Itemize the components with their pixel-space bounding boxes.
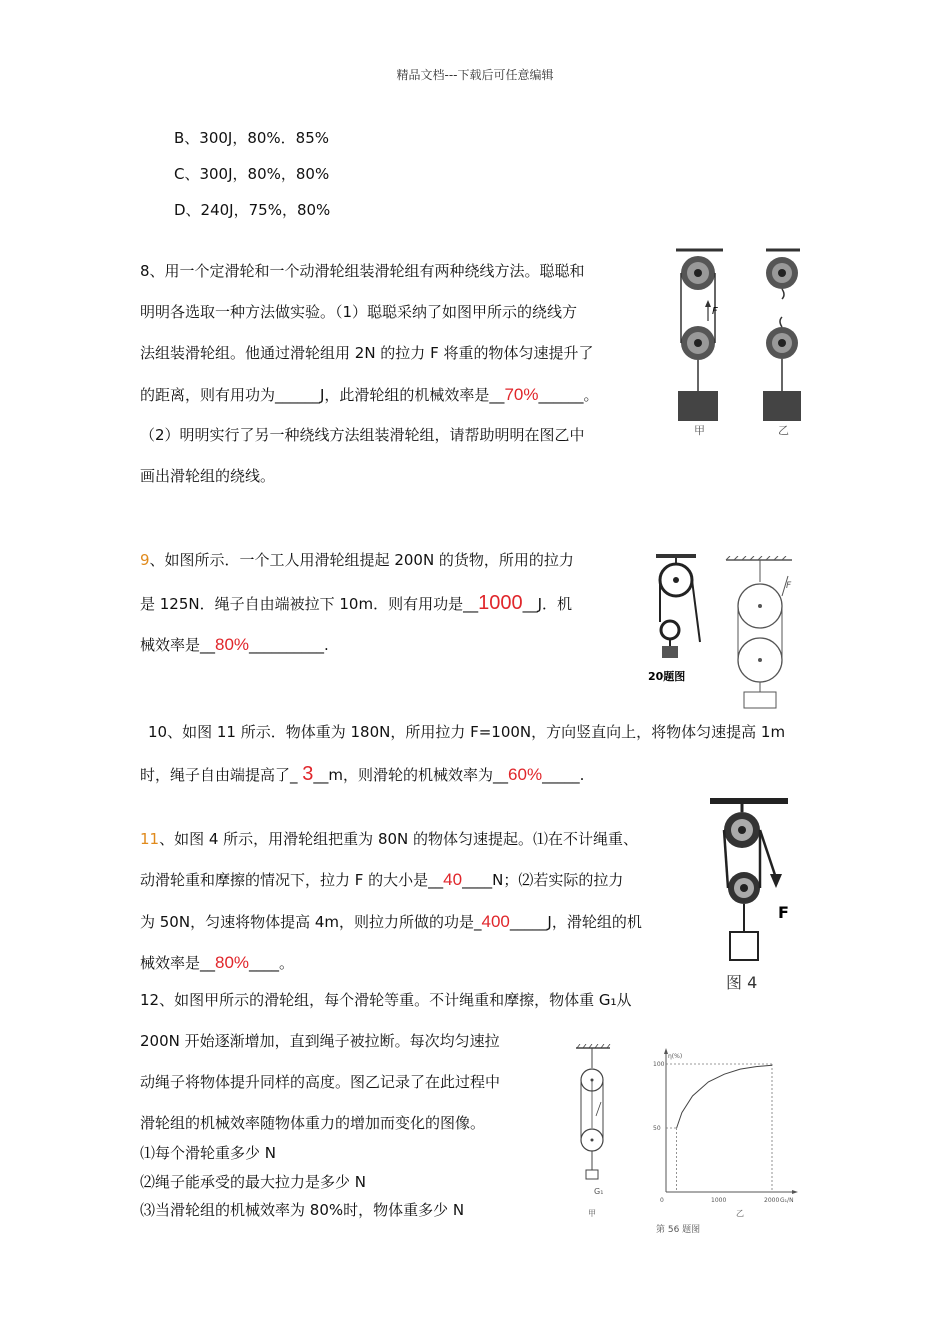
- q11-answer-efficiency: 80%: [215, 953, 250, 972]
- q8-force-label: F: [712, 306, 718, 317]
- q9-line3-pre: 械效率是__: [140, 636, 216, 654]
- q9-answer-efficiency: 80%: [215, 635, 250, 654]
- q11-figure: [706, 796, 796, 996]
- q8-line4-pre: 的距离，则有用功为______J，此滑轮组的机械效率是__: [140, 386, 505, 404]
- x-axis-label: G₁/N: [780, 1197, 794, 1204]
- q8-line4: [140, 385, 598, 405]
- q9-figure-right: [722, 556, 797, 711]
- q8-line1: 8、用一个定滑轮和一个动滑轮组装滑轮组有两种绕线方法。聪聪和: [140, 262, 585, 280]
- q10-line2-post: _____.: [542, 766, 585, 784]
- q12-sub3: ⑶当滑轮组的机械效率为 80%时，物体重多少 N: [140, 1201, 465, 1219]
- q9-line1: [140, 550, 574, 570]
- q8-label-jia: 甲: [694, 424, 705, 436]
- q9-line2-pre: 是 125N．绳子自由端被拉下 10m．则有用功是__: [140, 595, 479, 613]
- q11-line4: [140, 953, 294, 973]
- q8-line2: 明明各选取一种方法做实验。（1）聪聪采纳了如图甲所示的绕线方: [140, 303, 578, 321]
- q9-line3-post: __________.: [249, 636, 329, 654]
- q10-line2: [140, 764, 584, 785]
- q12-label-yi: 乙: [736, 1209, 744, 1218]
- q9-line1-rest: 、如图所示．一个工人用滑轮组提起 200N 的货物，所用的拉力: [149, 551, 574, 569]
- q8-figure: [668, 246, 808, 436]
- q10-line1: 10、如图 11 所示．物体重为 180N，所用拉力 F=100N，方向竖直向上，将物体匀速提高 1m: [148, 723, 786, 741]
- q11-number: 11: [140, 830, 160, 848]
- q12-line1: 12、如图甲所示的滑轮组，每个滑轮等重。不计绳重和摩擦，物体重 G₁从: [140, 991, 632, 1009]
- x-tick-label: 2000: [764, 1197, 780, 1204]
- q8-answer: 70%: [504, 385, 539, 404]
- q9-line2-post: __J．机: [522, 595, 573, 613]
- option-d: D、240J，75%，80%: [174, 201, 331, 219]
- q10-line2-mid: __m，则滑轮的机械效率为__: [313, 766, 509, 784]
- q11-line2-pre: 动滑轮重和摩擦的情况下，拉力 F 的大小是__: [140, 871, 444, 889]
- q12-line3: 动绳子将物体提升同样的高度。图乙记录了在此过程中: [140, 1073, 501, 1091]
- x-tick-label: 0: [660, 1197, 664, 1204]
- q9-number: 9: [140, 551, 150, 569]
- q8-line3: 法组装滑轮组。他通过滑轮组用 2N 的拉力 F 将重的物体匀速提升了: [140, 344, 594, 362]
- q8-line4-post: ______。: [538, 386, 599, 404]
- q9-answer-work: 1000: [478, 592, 523, 614]
- q11-line2: [140, 870, 623, 890]
- page-header: 精品文档---下载后可任意编辑: [396, 68, 554, 82]
- y-tick-label: 50: [653, 1125, 661, 1132]
- q11-line4-post: ____。: [249, 954, 295, 972]
- q12-sub2: ⑵绳子能承受的最大拉力是多少 N: [140, 1173, 366, 1191]
- series-line: [677, 1065, 772, 1128]
- y-tick-label: 100: [653, 1061, 665, 1068]
- q11-force-label: F: [778, 903, 789, 922]
- q12-line2: 200N 开始逐渐增加，直到绳子被拉断。每次均匀速拉: [140, 1032, 500, 1050]
- q8-line6: 画出滑轮组的绕线。: [140, 467, 276, 485]
- x-axis-arrow: [792, 1190, 798, 1194]
- pulley-yi: [763, 257, 801, 421]
- q11-line4-pre: 械效率是__: [140, 954, 216, 972]
- efficiency-chart: [640, 1038, 810, 1220]
- q10-answer-distance: 3: [302, 763, 314, 785]
- q12-label-jia: 甲: [588, 1209, 596, 1218]
- q12-sub1: ⑴每个滑轮重多少 N: [140, 1144, 276, 1162]
- q11-fig-caption: 图 4: [726, 973, 758, 992]
- q9-force-label: F: [786, 581, 792, 591]
- q12-g1-label: G₁: [594, 1187, 604, 1196]
- q11-line3-pre: 为 50N，匀速将物体提高 4m，则拉力所做的功是_: [140, 913, 482, 931]
- q9-line2: [140, 593, 572, 614]
- q12-figure-jia: [574, 1044, 614, 1220]
- q12-fig-caption: 第 56 题图: [656, 1225, 701, 1235]
- q11-answer-work: 400: [481, 912, 510, 931]
- q8-line5: （2）明明实行了另一种绕线方法组装滑轮组，请帮助明明在图乙中: [140, 426, 585, 444]
- q10-line2-pre: 时，绳子自由端提高了_: [140, 766, 303, 784]
- pulley-jia: [678, 256, 718, 421]
- q12-line4: 滑轮组的机械效率随物体重力的增加而变化的图像。: [140, 1114, 486, 1132]
- q9-fig-caption: 20题图: [648, 670, 686, 683]
- q9-figure-left: [648, 550, 708, 685]
- q10-answer-efficiency: 60%: [508, 765, 543, 784]
- q11-line3-post: _____J，滑轮组的机: [509, 913, 642, 931]
- q11-line1: [140, 829, 638, 849]
- q11-line2-post: ____N；⑵若实际的拉力: [462, 871, 624, 889]
- y-axis-label: η(%): [668, 1053, 683, 1060]
- q11-line3: [140, 912, 642, 932]
- q8-label-yi: 乙: [778, 424, 789, 436]
- option-c: C、300J，80%，80%: [174, 165, 330, 183]
- option-b: B、300J，80%．85%: [174, 129, 330, 147]
- q11-line1-rest: 、如图 4 所示，用滑轮组把重为 80N 的物体匀速提起。⑴在不计绳重、: [159, 830, 639, 848]
- x-tick-label: 1000: [711, 1197, 727, 1204]
- q9-line3: [140, 635, 329, 655]
- q11-answer-force: 40: [443, 870, 463, 889]
